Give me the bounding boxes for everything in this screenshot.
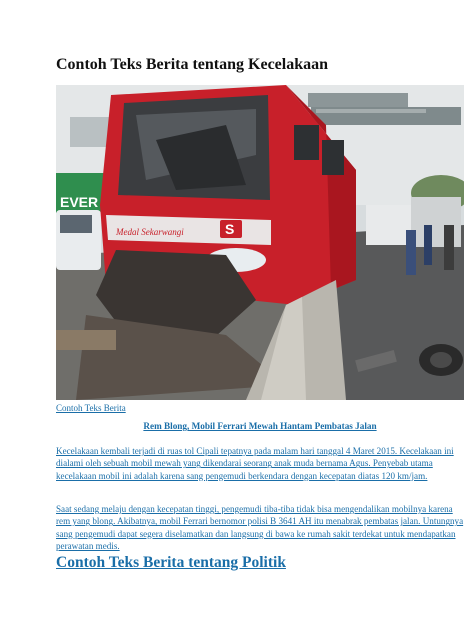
section-heading-politik[interactable]: Contoh Teks Berita tentang Politik [56,554,286,571]
bus-logo-text: S [225,221,235,237]
article-heading: Contoh Teks Berita tentang Kecelakaan [56,56,329,73]
news-title-link[interactable]: Rem Blong, Mobil Ferrari Mewah Hantam Pembatas Jalan [143,421,377,431]
banner-text: EVER [60,194,99,210]
caption-link[interactable]: Contoh Teks Berita [56,403,126,413]
news-paragraph-1[interactable]: Kecelakaan kembali terjadi di ruas tol Cipali tepatnya pada malam hari tanggal 4 Maret 2015. Kecelakaan ini dialami oleh sebuah mobil mewah yang dikendarai seorang anak muda bernama Agus. Penyebab utama kecelakaan mobil ini adalah karena sang pengemudi berkendara dengan kecepatan diatas 120 km/jam. [56,446,454,481]
accident-photo [56,85,464,400]
news-paragraph-2[interactable]: Saat sedang melaju dengan kecepatan tinggi, pengemudi tiba-tiba tidak bisa mengendalikan mobilnya karena rem yang blong. Akibatnya, mobil Ferrari bernomor polisi B 3641 AH itu menabrak pembatas jalan. Untungnya sang pengemudi dapat segera diselamatkan dan langsung di bawa ke rumah sakit terdekat untuk mendapatkan perawatan medis. [56,504,464,551]
bus-name-text: Medal Sekarwangi [116,227,184,237]
